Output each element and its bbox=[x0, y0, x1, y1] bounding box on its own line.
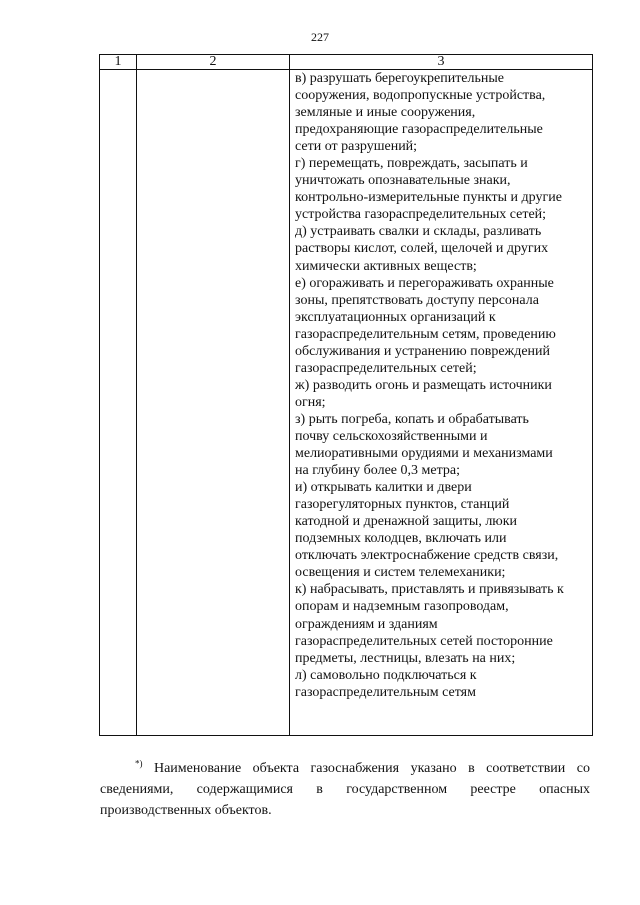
table-row bbox=[100, 70, 593, 736]
text-line: подземных колодцев, включать или bbox=[295, 531, 507, 547]
footnote-line-1 bbox=[100, 758, 590, 779]
cell-col-1 bbox=[100, 70, 137, 736]
text-line: ограждениям и зданиям bbox=[295, 616, 438, 632]
text-line: контрольно-измерительные пункты и другие bbox=[295, 190, 562, 206]
cell-col-3 bbox=[290, 70, 593, 736]
text-line: в) разрушать берегоукрепительные bbox=[295, 71, 505, 86]
text-line: почву сельскохозяйственными и bbox=[295, 428, 488, 444]
footnote bbox=[100, 758, 590, 821]
text-line: земляные и иные сооружения, bbox=[295, 105, 476, 121]
text-line: зоны, препятствовать доступу персонала bbox=[295, 292, 539, 308]
text-line: газораспределительных сетей; bbox=[295, 360, 477, 376]
text-line: обслуживания и устранению повреждений bbox=[295, 343, 551, 359]
text-line: газораспределительным сетям bbox=[295, 684, 476, 700]
text-line: отключать электроснабжение средств связи, bbox=[295, 548, 559, 564]
text-line: химически активных веществ; bbox=[295, 258, 477, 274]
text-line: газораспределительных сетей посторонние bbox=[295, 633, 553, 649]
table-header-row bbox=[100, 55, 593, 70]
text-line: газорегуляторных пунктов, станций bbox=[295, 497, 510, 513]
text-line: сооружения, водопропускные устройства, bbox=[295, 88, 546, 104]
text-line: огня; bbox=[295, 394, 326, 410]
text-line: на глубину более 0,3 метра; bbox=[295, 463, 460, 479]
footnote-text-1: Наименование объекта газоснабжения указано в соответствии со bbox=[153, 761, 590, 776]
column-header-3: 3 bbox=[290, 55, 593, 70]
column-header-2: 2 bbox=[137, 55, 290, 70]
text-line: газораспределительным сетям, проведению bbox=[295, 326, 556, 342]
content-table bbox=[99, 54, 593, 736]
text-line: устройства газораспределительных сетей; bbox=[295, 207, 547, 223]
text-line: з) рыть погреба, копать и обрабатывать bbox=[295, 411, 529, 427]
text-line: к) набрасывать, приставлять и привязывать к bbox=[295, 582, 564, 598]
footnote-line-2: сведениями, содержащимися в государственном реестре опасных bbox=[100, 782, 590, 797]
text-line: предметы, лестницы, влезать на них; bbox=[295, 650, 516, 666]
text-line: сети от разрушений; bbox=[295, 139, 418, 155]
footnote-line-3: производственных объектов. bbox=[100, 803, 272, 818]
text-line: и) открывать калитки и двери bbox=[295, 480, 472, 496]
text-line: ж) разводить огонь и размещать источники bbox=[295, 377, 552, 393]
cell-col-2 bbox=[137, 70, 290, 736]
text-line: растворы кислот, солей, щелочей и других bbox=[295, 241, 549, 257]
text-line: опорам и надземным газопроводам, bbox=[295, 599, 509, 615]
footnote-marker: *) bbox=[135, 758, 143, 769]
text-line: катодной и дренажной защиты, люки bbox=[295, 514, 518, 530]
text-line: предохраняющие газораспределительные bbox=[295, 122, 543, 138]
text-line: мелиоративными орудиями и механизмами bbox=[295, 446, 553, 462]
text-line: эксплуатационных организаций к bbox=[295, 309, 496, 325]
text-line: д) устраивать свалки и склады, разливать bbox=[295, 224, 542, 240]
text-line: уничтожать опознавательные знаки, bbox=[295, 173, 511, 189]
column-header-1: 1 bbox=[100, 55, 137, 70]
page-number: 227 bbox=[311, 30, 329, 44]
text-line: г) перемещать, повреждать, засыпать и bbox=[295, 156, 528, 172]
text-line: е) огораживать и перегораживать охранные bbox=[295, 275, 554, 291]
text-line: освещения и систем телемеханики; bbox=[295, 565, 506, 581]
text-line: л) самовольно подключаться к bbox=[295, 667, 477, 683]
